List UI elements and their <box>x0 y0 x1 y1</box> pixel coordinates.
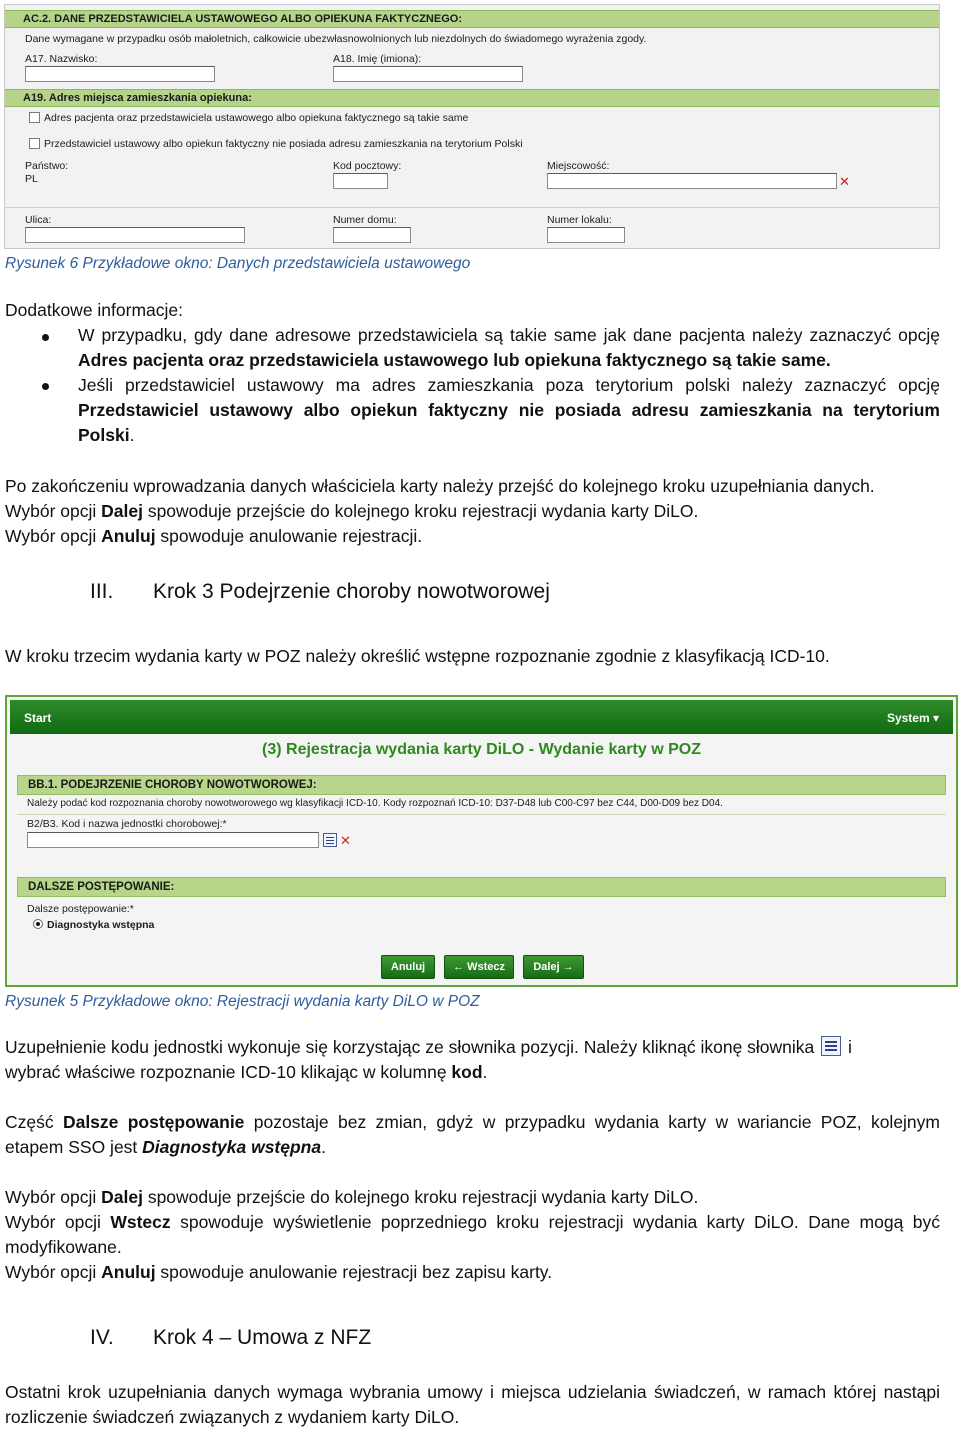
heading-step3-title: Krok 3 Podejrzenie choroby nowotworowej <box>153 580 550 603</box>
kod-pocztowy-input[interactable] <box>333 173 388 189</box>
next-button[interactable]: Dalej → <box>523 955 584 979</box>
ulica-input[interactable] <box>25 227 245 243</box>
bullet-dot <box>42 383 49 390</box>
label-panstwo: Państwo: <box>25 160 69 172</box>
subsection-title-address: A19. Adres miejsca zamieszkania opiekuna: <box>5 89 939 107</box>
divider <box>17 814 946 815</box>
bullet2-tail: . <box>129 425 135 445</box>
label-miejscowosc: Miejscowość: <box>547 160 610 172</box>
miejscowosc-error-icon: ✕ <box>839 174 850 189</box>
heading-step3-number: III. <box>90 580 114 603</box>
window-title: (3) Rejestracja wydania karty DiLO - Wydanie karty w POZ <box>262 741 701 758</box>
section-note: Dane wymagane w przypadku osób małoletnich, całkowicie ubezwłasnowolnionych lub niezdolnych do świadomego wyrażenia zgody. <box>25 33 647 45</box>
dictionary-icon[interactable] <box>323 833 337 847</box>
cancel-button[interactable]: Anuluj <box>381 955 435 979</box>
para1-line3: Wybór opcji Anuluj spowoduje anulowanie rejestracji. <box>5 526 423 546</box>
label-numer-lokalu: Numer lokalu: <box>547 214 612 226</box>
label-icd-code: B2/B3. Kod i nazwa jednostki chorobowej:* <box>27 818 227 830</box>
para1-line2: Wybór opcji Dalej spowoduje przejście do kolejnego kroku rejestracji wydania karty DiLO. <box>5 501 699 521</box>
section-title-suspicion: BB.1. PODEJRZENIE CHOROBY NOWOTWOROWEJ: <box>17 775 946 795</box>
no-address-checkbox[interactable] <box>29 138 40 149</box>
icd-error-icon: ✕ <box>340 833 351 848</box>
label-further-procedure: Dalsze postępowanie:* <box>27 903 134 915</box>
value-panstwo: PL <box>25 173 38 185</box>
section-title-representative: AC.2. DANE PRZEDSTAWICIELA USTAWOWEGO ALBO OPIEKUNA FAKTYCZNEGO: <box>5 10 939 28</box>
paragraph-dictionary <box>5 1035 940 1060</box>
para1-line1: Po zakończeniu wprowadzania danych właściciela karty należy przejść do kolejnego kroku uzupełniania danych. <box>5 476 875 496</box>
section-title-further: DALSZE POSTĘPOWANIE: <box>17 877 946 897</box>
nazwisko-input[interactable] <box>25 66 215 82</box>
info-header: Dodatkowe informacje: <box>5 300 183 320</box>
same-address-label: Adres pacjenta oraz przedstawiciela ustawowego albo opiekuna faktycznego są takie same <box>44 112 469 124</box>
label-nazwisko: A17. Nazwisko: <box>25 53 98 65</box>
section-note-icd: Należy podać kod rozpoznania choroby nowotworowego wg klasyfikacji ICD-10. Kody rozpoznań ICD-10: D37-D48 lub C00-C97 bez C44, D00-D09 bez D04. <box>27 798 723 809</box>
menu-start[interactable]: Start <box>24 711 52 725</box>
radio-diagnostics[interactable] <box>33 919 43 929</box>
back-button[interactable]: ← Wstecz <box>444 955 514 979</box>
screenshot-dilo-registration <box>5 695 958 987</box>
top-menu-bar <box>10 700 953 734</box>
bullet-item-same-address <box>78 323 940 373</box>
bullet2-bold: Przedstawiciel ustawowy albo opiekun faktyczny nie posiada adresu zamieszkania na terytorium Polski <box>78 400 940 445</box>
icd-code-input[interactable] <box>27 832 319 848</box>
figure-caption-6: Rysunek 6 Przykładowe okno: Danych przedstawiciela ustawowego <box>5 255 471 272</box>
screenshot-representative-form <box>4 4 940 249</box>
paragraph-step3: W kroku trzecim wydania karty w POZ należy określić wstępne rozpoznanie zgodnie z klasyfikacją ICD-10. <box>5 646 830 666</box>
figure-caption-5: Rysunek 5 Przykładowe okno: Rejestracji wydania karty DiLO w POZ <box>5 993 480 1010</box>
label-kod-pocztowy: Kod pocztowy: <box>333 160 402 172</box>
bullet1-text: W przypadku, gdy dane adresowe przedstawiciela są takie same jak dane pacjenta należy zaznaczyć opcję <box>78 325 940 345</box>
paragraph-options <box>5 1185 940 1285</box>
menu-system[interactable]: System ▾ <box>886 711 939 725</box>
option-back-line: Wybór opcji Wstecz spowoduje wyświetlenie poprzedniego kroku rejestracji wydania karty DiLO. Dane mogą być modyfikowane. <box>5 1212 941 1257</box>
divider <box>5 207 939 208</box>
para-code-tail: i <box>843 1037 852 1057</box>
label-imie: A18. Imię (imiona): <box>333 53 422 65</box>
miejscowosc-input[interactable] <box>547 173 837 189</box>
paragraph-dictionary-line2: wybrać właściwe rozpoznanie ICD-10 klikając w kolumnę kod. <box>5 1062 488 1082</box>
para-code-text: Uzupełnienie kodu jednostki wykonuje się korzystając ze słownika pozycji. Należy kliknąć ikonę słownika <box>5 1037 820 1057</box>
paragraph-further-procedure: Część Dalsze postępowanie pozostaje bez zmian, gdyż w przypadku wydania karty w wariancie POZ, kolejnym etapem SSO jest Diagnostyka wstępna. <box>5 1112 940 1157</box>
bullet1-bold: Adres pacjenta oraz przedstawiciela ustawowego lub opiekuna faktycznego są takie same. <box>78 350 831 370</box>
radio-diagnostics-label: Diagnostyka wstępna <box>47 919 155 931</box>
paragraph-step4: Ostatni krok uzupełniania danych wymaga wybrania umowy i miejsca udzielania świadczeń, w ramach której nastąpi rozliczenie świadczeń związanych z wydaniem karty DiLO. <box>5 1382 940 1427</box>
same-address-checkbox[interactable] <box>29 112 40 123</box>
numer-lokalu-input[interactable] <box>547 227 625 243</box>
option-next-line: Wybór opcji Dalej spowoduje przejście do kolejnego kroku rejestracji wydania karty DiLO. <box>5 1187 699 1207</box>
heading-step4-number: IV. <box>90 1326 114 1349</box>
heading-step4-title: Krok 4 – Umowa z NFZ <box>153 1326 372 1349</box>
dictionary-icon <box>821 1036 841 1056</box>
imie-input[interactable] <box>333 66 523 82</box>
paragraph-next-step <box>5 474 940 549</box>
bullet2-text: Jeśli przedstawiciel ustawowy ma adres zamieszkania poza terytorium polski należy zaznaczyć opcję <box>78 375 940 395</box>
bullet-dot <box>42 334 49 341</box>
no-address-label: Przedstawiciel ustawowy albo opiekun faktyczny nie posiada adresu zamieszkania na terytorium Polski <box>44 138 523 150</box>
bullet-item-no-address <box>78 373 940 448</box>
numer-domu-input[interactable] <box>333 227 411 243</box>
label-numer-domu: Numer domu: <box>333 214 397 226</box>
option-cancel-line: Wybór opcji Anuluj spowoduje anulowanie rejestracji bez zapisu karty. <box>5 1262 553 1282</box>
label-ulica: Ulica: <box>25 214 52 226</box>
